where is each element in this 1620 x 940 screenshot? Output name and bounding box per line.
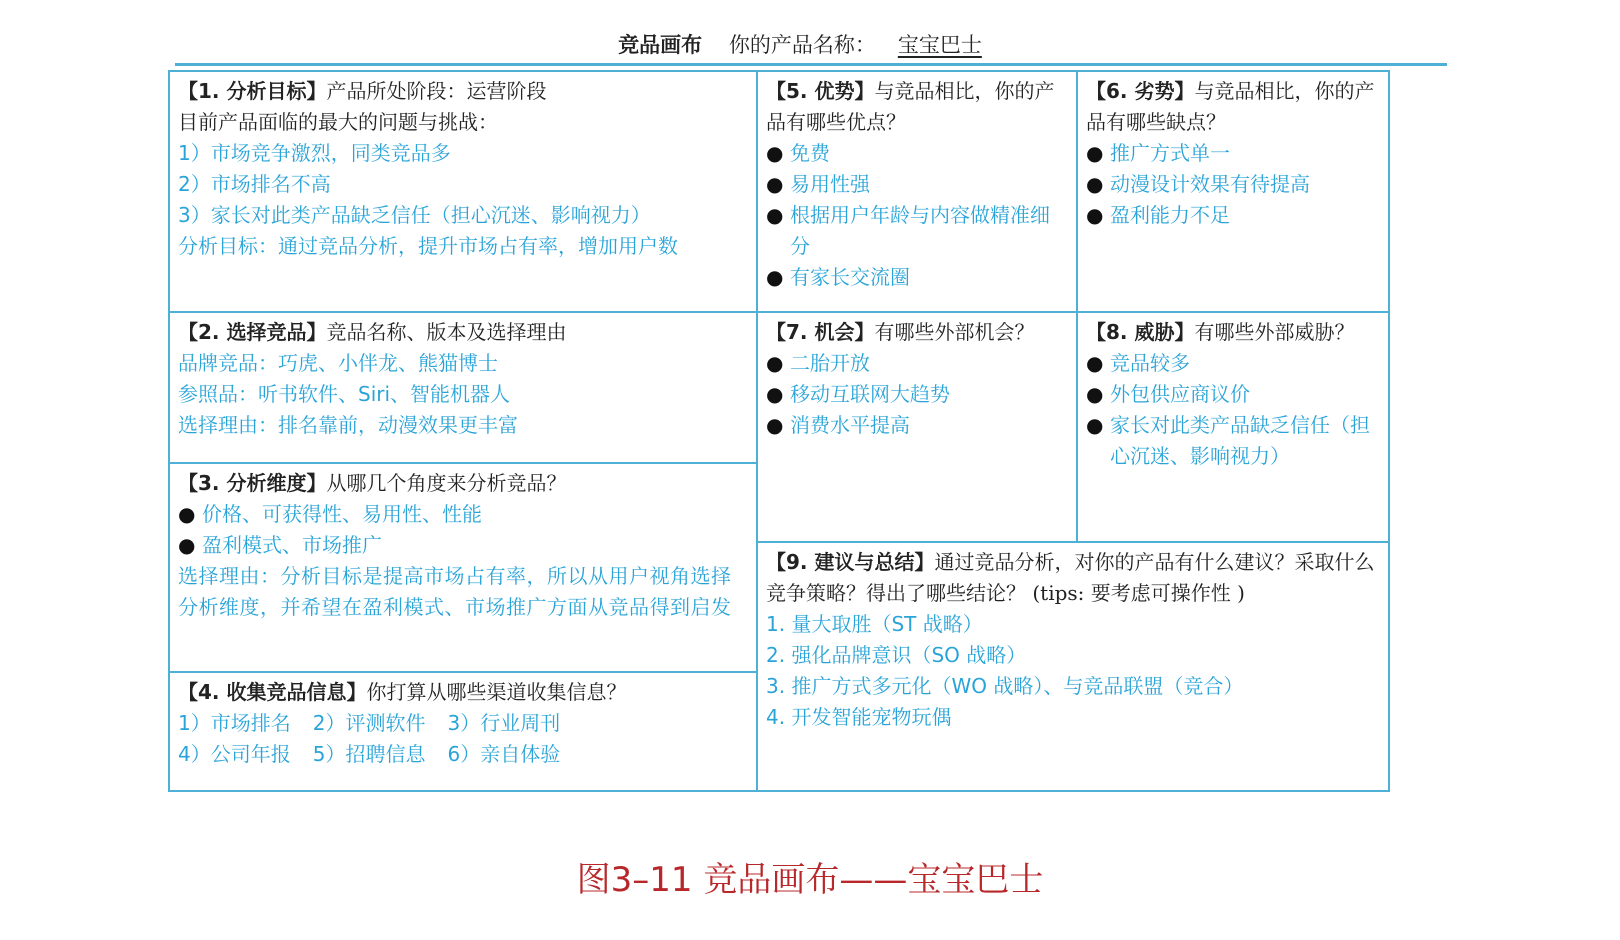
box9-item: 3. 推广方式多元化（WO 战略）、与竞品联盟（竞合）	[766, 674, 1244, 698]
box6-bullet: ● 推广方式单一	[1086, 141, 1230, 165]
box7-tag: 【7. 机会】	[766, 320, 875, 344]
product-name-value: 宝宝巴士	[897, 33, 982, 57]
box-analysis-dimensions	[168, 462, 758, 673]
box-strengths	[756, 70, 1078, 313]
box2-line: 选择理由：排名靠前，动漫效果更丰富	[178, 413, 518, 437]
box1-goal: 分析目标：通过竞品分析，提升市场占有率，增加用户数	[178, 234, 678, 258]
box-suggestions-summary	[756, 541, 1390, 792]
header-divider	[175, 63, 1447, 66]
box8-desc: 有哪些外部威胁？	[1194, 320, 1355, 344]
box8-bullet: ● 家长对此类产品缺乏信任（担心沉迷、影响视力）	[1086, 413, 1370, 468]
box1-item: 3）家长对此类产品缺乏信任（担心沉迷、影响视力）	[178, 203, 651, 227]
box2-desc: 竞品名称、版本及选择理由	[326, 320, 567, 344]
box1-item: 2）市场排名不高	[178, 172, 331, 196]
canvas-header	[175, 28, 1447, 62]
box3-bullet: ● 价格、可获得性、易用性、性能	[178, 502, 482, 526]
box6-tag: 【6. 劣势】	[1086, 79, 1195, 103]
box-weaknesses	[1076, 70, 1390, 313]
box1-tag: 【1. 分析目标】	[178, 79, 327, 103]
box3-reason: 选择理由：分析目标是提高市场占有率，所以从用户视角选择分析维度，并希望在盈利模式、市场推广方面从竞品得到启发	[178, 564, 732, 619]
box6-bullet: ● 盈利能力不足	[1086, 203, 1230, 227]
box5-bullet: ● 根据用户年龄与内容做精准细分	[766, 203, 1050, 258]
box9-item: 2. 强化品牌意识（SO 战略）	[766, 643, 1027, 667]
box8-bullet: ● 外包供应商议价	[1086, 382, 1250, 406]
box4-row: 4）公司年报 5）招聘信息 6）亲自体验	[178, 742, 561, 766]
box8-tag: 【8. 威胁】	[1086, 320, 1195, 344]
box9-desc: 通过竞品分析，对你的产品有什么建议？采取什么竞争策略？得出了哪些结论？ (tips: 要考虑可操作性 )	[766, 550, 1375, 605]
box8-bullet: ● 竞品较多	[1086, 351, 1190, 375]
box3-tag: 【3. 分析维度】	[178, 471, 327, 495]
canvas-title: 竞品画布	[618, 33, 703, 57]
box7-bullet: ● 移动互联网大趋势	[766, 382, 950, 406]
box7-bullet: ● 消费水平提高	[766, 413, 910, 437]
box-threats	[1076, 311, 1390, 543]
box6-desc: 与竞品相比，你的产品有哪些缺点？	[1086, 79, 1375, 134]
box7-desc: 有哪些外部机会？	[874, 320, 1035, 344]
box9-item: 1. 量大取胜（ST 战略）	[766, 612, 983, 636]
box5-desc: 与竞品相比，你的产品有哪些优点？	[766, 79, 1055, 134]
box-collect-info	[168, 671, 758, 792]
box2-tag: 【2. 选择竞品】	[178, 320, 327, 344]
box3-desc: 从哪几个角度来分析竞品？	[326, 471, 567, 495]
product-name-label: 你的产品名称：	[728, 33, 876, 57]
box2-line: 参照品：听书软件、Siri、智能机器人	[178, 382, 511, 406]
box1-item: 1）市场竞争激烈，同类竞品多	[178, 141, 451, 165]
box5-bullet: ● 有家长交流圈	[766, 265, 910, 289]
box9-item: 4. 开发智能宠物玩偶	[766, 705, 952, 729]
box4-row: 1）市场排名 2）评测软件 3）行业周刊	[178, 711, 561, 735]
box5-bullet: ● 免费	[766, 141, 830, 165]
box5-bullet: ● 易用性强	[766, 172, 870, 196]
box3-bullet: ● 盈利模式、市场推广	[178, 533, 382, 557]
box4-tag: 【4. 收集竞品信息】	[178, 680, 367, 704]
box7-bullet: ● 二胎开放	[766, 351, 870, 375]
box1-subtitle: 目前产品面临的最大的问题与挑战：	[178, 110, 498, 134]
box9-tag: 【9. 建议与总结】	[766, 550, 935, 574]
box5-tag: 【5. 优势】	[766, 79, 875, 103]
box-analysis-goal	[168, 70, 758, 313]
box6-bullet: ● 动漫设计效果有待提高	[1086, 172, 1310, 196]
box-select-competitors	[168, 311, 758, 464]
box-opportunities	[756, 311, 1078, 543]
box2-line: 品牌竞品：巧虎、小伴龙、熊猫博士	[178, 351, 498, 375]
figure-caption: 图3–11 竞品画布——宝宝巴士	[576, 860, 1044, 900]
box1-desc: 产品所处阶段：运营阶段	[326, 79, 547, 103]
box4-desc: 你打算从哪些渠道收集信息？	[366, 680, 627, 704]
